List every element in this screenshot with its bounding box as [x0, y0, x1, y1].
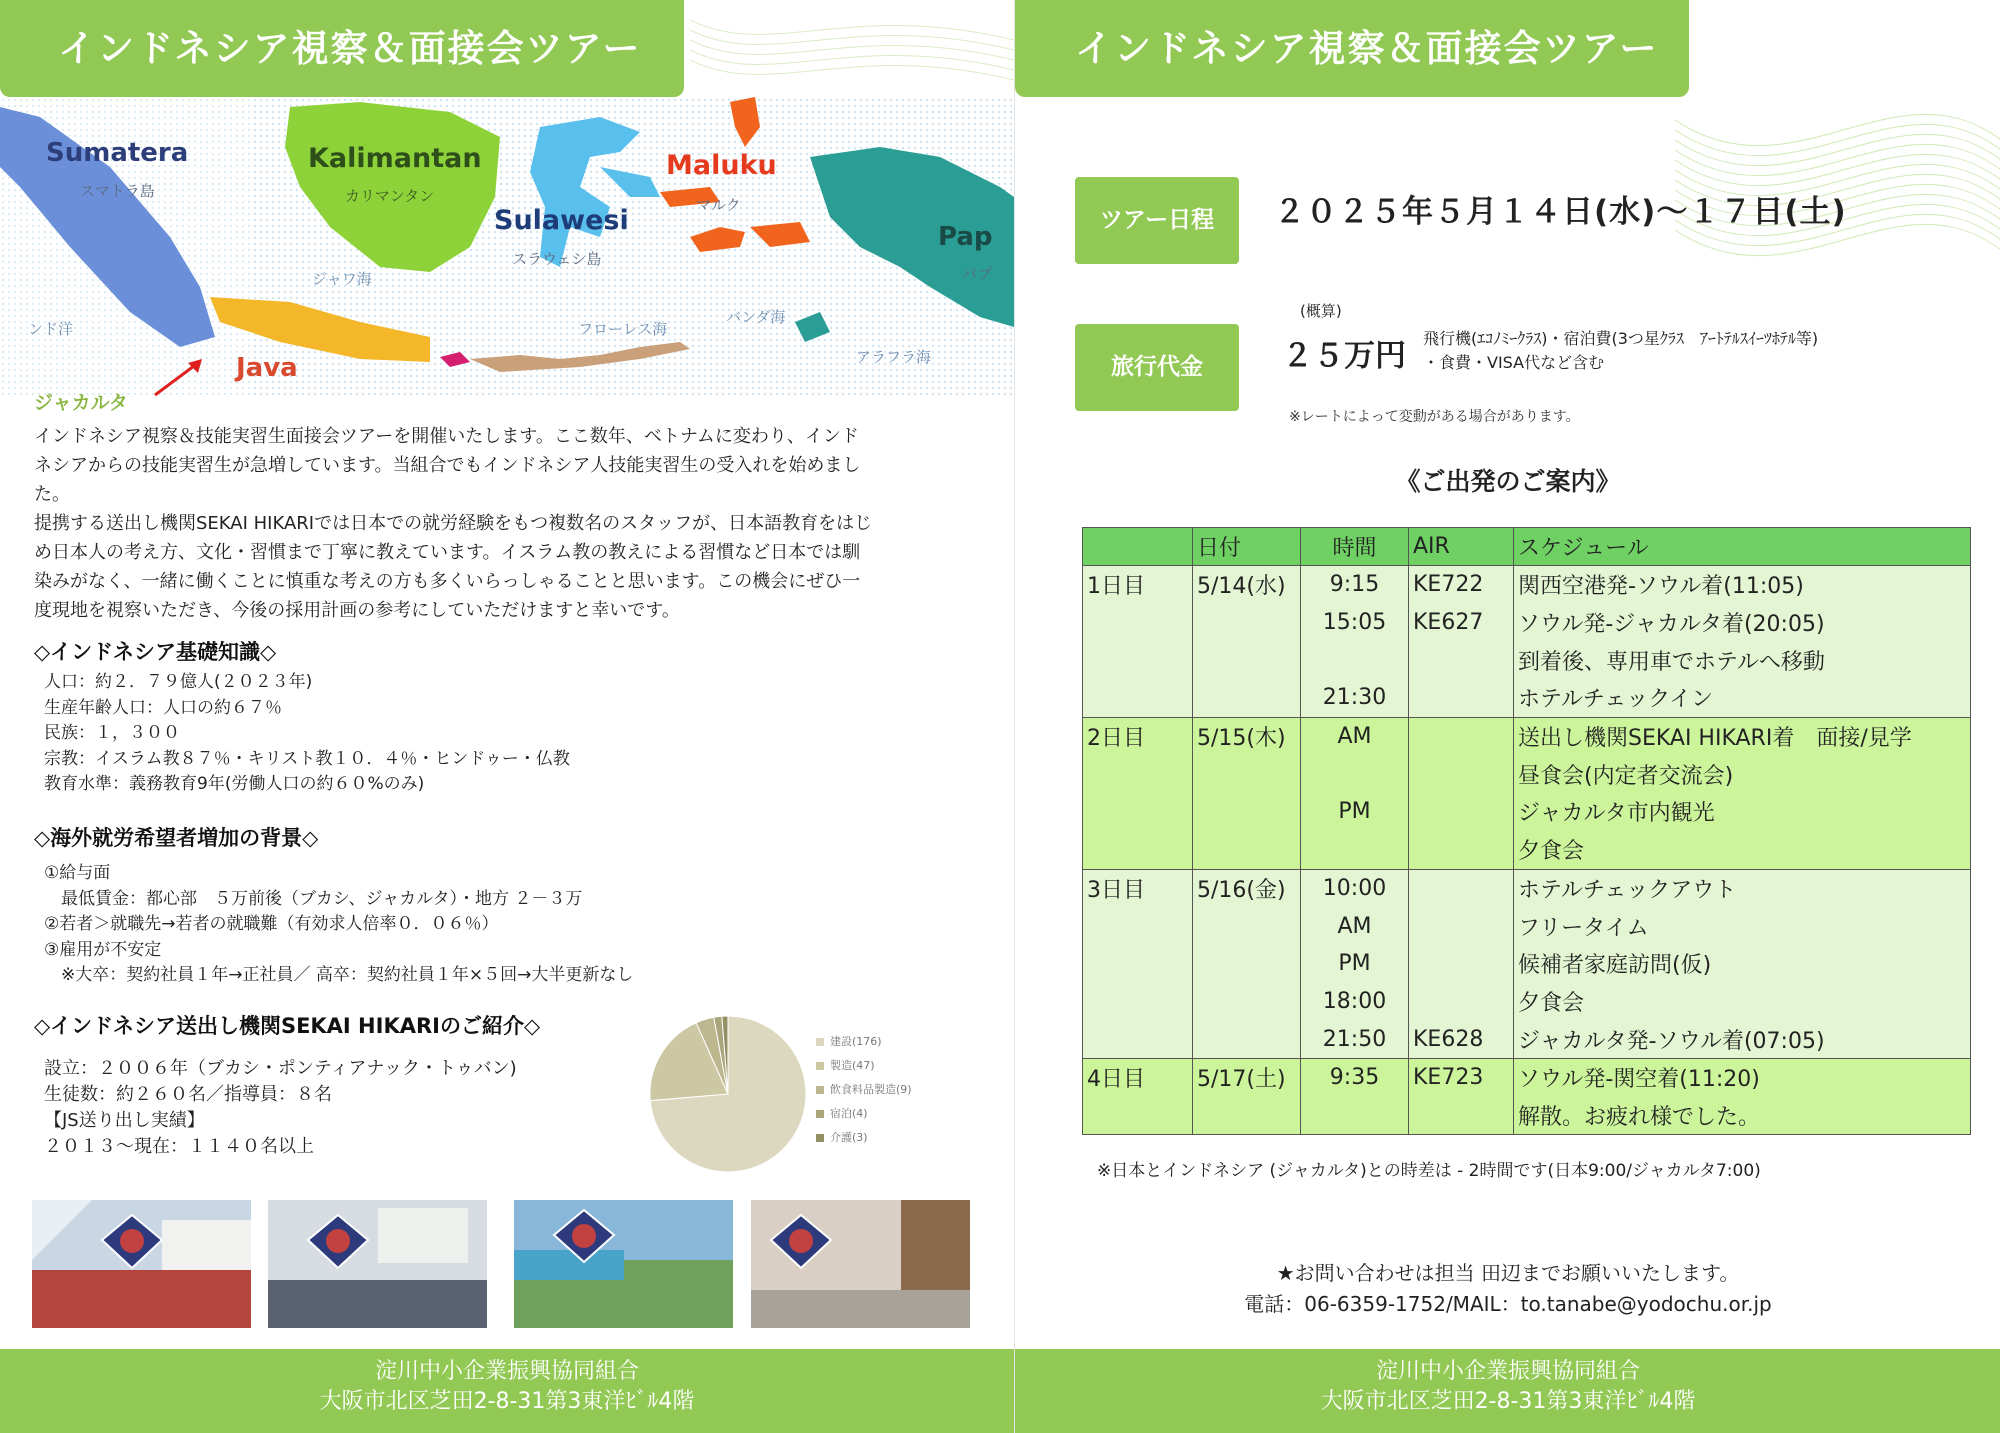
schedule-date	[1193, 907, 1301, 945]
schedule-air: KE627	[1409, 604, 1514, 642]
schedule-air	[1409, 907, 1514, 945]
basics-item: 民族：１，３００	[44, 723, 180, 743]
schedule-day	[1083, 793, 1193, 831]
schedule-item: ソウル発-ジャカルタ着(20:05)	[1514, 604, 1971, 642]
schedule-row	[1083, 907, 1971, 945]
rate-note: ※レートによって変動がある場合があります。	[1289, 409, 1580, 425]
basics-list	[44, 670, 570, 798]
contact-line: ★お問い合わせは担当 田辺までお願いいたします。	[1276, 1261, 1740, 1285]
schedule-air: KE722	[1409, 566, 1514, 604]
header-time: 時間	[1301, 528, 1409, 566]
page-title: インドネシア視察＆面接会ツアー	[0, 0, 684, 97]
schedule-row	[1083, 1097, 1971, 1135]
schedule-row	[1083, 869, 1971, 907]
schedule-air	[1409, 983, 1514, 1021]
cleaning-photo	[751, 1200, 970, 1328]
schedule-time	[1301, 755, 1409, 793]
schedule-date	[1193, 641, 1301, 679]
schedule-time: PM	[1301, 793, 1409, 831]
legend-swatch	[816, 1086, 824, 1094]
approx-label: (概算)	[1300, 302, 1342, 320]
schedule-time: 10:00	[1301, 869, 1409, 907]
agency-item: 生徒数：約２６０名／指導員：８名	[44, 1084, 332, 1105]
right-page	[1014, 0, 2000, 1433]
schedule-item: フリータイム	[1514, 907, 1971, 945]
outdoor-training-photo	[514, 1200, 733, 1328]
schedule-date	[1193, 983, 1301, 1021]
pie-legend	[816, 1030, 912, 1150]
footer-org-name: 淀川中小企業振興協同組合	[374, 1359, 639, 1384]
schedule-time: 15:05	[1301, 604, 1409, 642]
schedule-time	[1301, 831, 1409, 869]
schedule-air	[1409, 831, 1514, 869]
papua-sub: パプ	[962, 265, 993, 283]
intro-line: 度現地を視察いただき、今後の採用計画の参考にしていただけますと幸いです。	[34, 600, 680, 621]
schedule-day	[1083, 755, 1193, 793]
schedule-time: AM	[1301, 907, 1409, 945]
schedule-date: 5/16(金)	[1193, 869, 1301, 907]
cost-label: 旅行代金	[1075, 324, 1239, 411]
schedule-day	[1083, 983, 1193, 1021]
schedule-time: 18:00	[1301, 983, 1409, 1021]
java-label: Java	[236, 353, 298, 383]
legend-swatch	[816, 1038, 824, 1046]
agency-item: 【JS送り出し実績】	[44, 1110, 205, 1131]
schedule-day	[1083, 641, 1193, 679]
schedule-item: 解散。お疲れ様でした。	[1514, 1097, 1971, 1135]
schedule-air	[1409, 793, 1514, 831]
schedule-row	[1083, 1020, 1971, 1058]
schedule-day	[1083, 831, 1193, 869]
schedule-row	[1083, 679, 1971, 717]
intro-line: ネシアからの技能実習生が急増しています。当組合でもインドネシア人技能実習生の受入れを始めまし	[34, 455, 861, 476]
classroom-photo	[32, 1200, 251, 1328]
schedule-day: 3日目	[1083, 869, 1193, 907]
price-note-line: 飛行機(ｴｺﾉﾐｰｸﾗｽ)・宿泊費(3つ星ｸﾗｽ ｱｰﾄﾃﾙｽｲｰﾂﾎﾃﾙ等)	[1423, 329, 1819, 348]
legend-label: 建設(176)	[830, 1035, 882, 1048]
legend-entry	[816, 1030, 912, 1054]
schedule-row	[1083, 755, 1971, 793]
legend-swatch	[816, 1110, 824, 1118]
background-item: 最低賃金：都心部 ５万前後（ブカシ、ジャカルタ）・地方 ２－３万	[44, 888, 583, 909]
tour-date-label: ツアー日程	[1075, 177, 1239, 264]
sulawesi-label: Sulawesi	[494, 205, 629, 236]
papua-label: Pap	[938, 222, 993, 252]
footer-org-name: 淀川中小企業振興協同組合	[1375, 1359, 1640, 1384]
schedule-item: 到着後、専用車でホテルへ移動	[1514, 641, 1971, 679]
sumatera-sub: スマトラ島	[80, 182, 155, 200]
basics-heading: ◇インドネシア基礎知識◇	[34, 640, 277, 664]
intro-line: 染みがなく、一緒に働くことに慎重な考えの方も多くいらっしゃることと思います。この機会にぜひ一	[34, 571, 861, 592]
header-date: 日付	[1193, 528, 1301, 566]
schedule-date	[1193, 945, 1301, 983]
header-air: AIR	[1409, 528, 1514, 566]
schedule-air	[1409, 679, 1514, 717]
indian-ocean-label: ンド洋	[28, 320, 74, 338]
schedule-air	[1409, 641, 1514, 679]
schedule-item: 関西空港発-ソウル着(11:05)	[1514, 566, 1971, 604]
schedule-day	[1083, 907, 1193, 945]
contact-email-phone[interactable]: 電話：06-6359-1752/MAIL：to.tanabe@yodochu.or.jp	[1244, 1292, 1772, 1316]
tour-date: ２０２５年５月１４日(水)～１７日(土)	[1274, 194, 1847, 230]
schedule-day	[1083, 1020, 1193, 1058]
schedule-date: 5/15(木)	[1193, 717, 1301, 755]
schedule-date	[1193, 679, 1301, 717]
flores-sea-label: フローレス海	[578, 320, 668, 338]
schedule-day	[1083, 945, 1193, 983]
schedule-item: ジャカルタ市内観光	[1514, 793, 1971, 831]
legend-entry	[816, 1126, 912, 1150]
schedule-time: 9:35	[1301, 1058, 1409, 1096]
schedule-time: PM	[1301, 945, 1409, 983]
schedule-item: ホテルチェックアウト	[1514, 869, 1971, 907]
schedule-time: 9:15	[1301, 566, 1409, 604]
intro-line: 提携する送出し機関SEKAI HIKARIでは日本での就労経験をもつ複数名のスタッフが、日本語教育をはじ	[34, 513, 873, 534]
schedule-date	[1193, 1020, 1301, 1058]
schedule-day	[1083, 1097, 1193, 1135]
schedule-item: 昼食会(内定者交流会)	[1514, 755, 1971, 793]
jakarta-label: ジャカルタ	[34, 392, 128, 414]
schedule-row	[1083, 566, 1971, 604]
intro-line: インドネシア視察＆技能実習生面接会ツアーを開催いたします。ここ数年、ベトナムに変わり、インド	[34, 426, 859, 447]
legend-label: 製造(47)	[830, 1059, 875, 1072]
contact-info	[1015, 1258, 2000, 1320]
schedule-time: 21:30	[1301, 679, 1409, 717]
schedule-time: AM	[1301, 717, 1409, 755]
legend-swatch	[816, 1134, 824, 1142]
basics-item: 生産年齢人口：人口の約６７％	[44, 697, 282, 718]
schedule-air: KE723	[1409, 1058, 1514, 1096]
footer-address: 大阪市北区芝田2-8-31第3東洋ﾋﾞﾙ4階	[319, 1389, 695, 1414]
legend-label: 飲食料品製造(9)	[830, 1083, 912, 1096]
agency-item: ２０１３～現在：１１４０名以上	[44, 1136, 314, 1157]
background-heading: ◇海外就労希望者増加の背景◇	[34, 826, 319, 850]
schedule-date: 5/17(土)	[1193, 1058, 1301, 1096]
departure-title: 《ご出発のご案内》	[1395, 467, 1621, 496]
schedule-item: 送出し機関SEKAI HIKARI着 面接/見学	[1514, 717, 1971, 755]
schedule-header-row	[1083, 528, 1971, 566]
java-sea-label: ジャワ海	[312, 270, 372, 288]
schedule-table	[1082, 527, 1971, 1135]
price-note-line: ・食費・VISA代など含む	[1423, 353, 1605, 372]
schedule-item: ジャカルタ発-ソウル着(07:05)	[1514, 1020, 1971, 1058]
schedule-day: 2日目	[1083, 717, 1193, 755]
schedule-item: 候補者家庭訪問(仮)	[1514, 945, 1971, 983]
schedule-air: KE628	[1409, 1020, 1514, 1058]
schedule-row	[1083, 641, 1971, 679]
footer-address: 大阪市北区芝田2-8-31第3東洋ﾋﾞﾙ4階	[1320, 1389, 1696, 1414]
arafura-sea-label: アラフラ海	[856, 348, 932, 366]
schedule-day: 1日目	[1083, 566, 1193, 604]
header-day	[1083, 528, 1193, 566]
schedule-date: 5/14(水)	[1193, 566, 1301, 604]
intro-line: め日本人の考え方、文化・習慣まで丁寧に教えています。イスラム教の教えによる習慣など日本では馴	[34, 542, 861, 563]
schedule-date	[1193, 793, 1301, 831]
background-item: ①給与面	[44, 863, 111, 883]
schedule-time: 21:50	[1301, 1020, 1409, 1058]
background-item: ②若者＞就職先→若者の就職難（有効求人倍率０．０６％）	[44, 914, 499, 934]
schedule-date	[1193, 755, 1301, 793]
maluku-sub: マルク	[696, 196, 741, 214]
schedule-item: 夕食会	[1514, 831, 1971, 869]
kalimantan-label: Kalimantan	[308, 143, 482, 174]
schedule-air	[1409, 869, 1514, 907]
industry-pie-chart	[648, 1014, 808, 1174]
agency-heading: ◇インドネシア送出し機関SEKAI HIKARIのご紹介◇	[34, 1014, 541, 1038]
seminar-photo	[268, 1200, 487, 1328]
arrow-icon	[150, 355, 210, 400]
basics-item: 人口：約２．７９億人(２０２３年)	[44, 672, 313, 692]
background-item: ③雇用が不安定	[44, 939, 162, 960]
wave-decoration	[690, 0, 1014, 110]
background-list	[44, 861, 633, 989]
legend-swatch	[816, 1062, 824, 1070]
header-schedule: スケジュール	[1514, 528, 1971, 566]
schedule-item: 夕食会	[1514, 983, 1971, 1021]
basics-item: 宗教：イスラム教８７％・キリスト教１０．４％・ヒンドゥー・仏教	[44, 748, 570, 769]
schedule-item: ホテルチェックイン	[1514, 679, 1971, 717]
schedule-row	[1083, 1058, 1971, 1096]
legend-label: 宿泊(4)	[830, 1107, 868, 1120]
banda-sea-label: バンダ海	[726, 308, 786, 326]
maluku-label: Maluku	[666, 150, 777, 181]
schedule-day: 4日目	[1083, 1058, 1193, 1096]
schedule-air	[1409, 717, 1514, 755]
schedule-air	[1409, 1097, 1514, 1135]
schedule-row	[1083, 604, 1971, 642]
schedule-time	[1301, 641, 1409, 679]
agency-item: 設立：２００６年（ブカシ・ポンティアナック・トゥバン)	[44, 1058, 517, 1079]
time-difference-note: ※日本とインドネシア (ジャカルタ)との時差は - 2時間です(日本9:00/ジャカルタ7:00)	[1097, 1161, 1761, 1181]
agency-list	[44, 1056, 517, 1160]
schedule-row	[1083, 793, 1971, 831]
schedule-air	[1409, 755, 1514, 793]
sulawesi-sub: スラウェシ島	[512, 250, 602, 268]
schedule-date	[1193, 1097, 1301, 1135]
legend-entry	[816, 1078, 912, 1102]
schedule-row	[1083, 945, 1971, 983]
schedule-date	[1193, 604, 1301, 642]
schedule-row	[1083, 717, 1971, 755]
right-footer	[1015, 1349, 2000, 1433]
intro-line: た。	[34, 484, 70, 505]
left-footer	[0, 1349, 1014, 1433]
intro-paragraph	[34, 422, 984, 625]
legend-label: 介護(3)	[830, 1131, 868, 1144]
schedule-item: ソウル発-関空着(11:20)	[1514, 1058, 1971, 1096]
schedule-row	[1083, 983, 1971, 1021]
legend-entry	[816, 1102, 912, 1126]
page-title: インドネシア視察＆面接会ツアー	[1015, 0, 1689, 97]
kalimantan-sub: カリマンタン	[345, 187, 435, 205]
sumatera-label: Sumatera	[46, 138, 189, 168]
schedule-row	[1083, 831, 1971, 869]
background-item: ※大卒：契約社員１年→正社員／ 高卒：契約社員１年×５回→大半更新なし	[44, 965, 634, 985]
schedule-air	[1409, 945, 1514, 983]
price: ２５万円	[1282, 338, 1406, 374]
schedule-day	[1083, 604, 1193, 642]
price-note	[1423, 327, 1818, 375]
basics-item: 教育水準：義務教育9年(労働人口の約６０%のみ)	[44, 774, 425, 794]
legend-entry	[816, 1054, 912, 1078]
schedule-date	[1193, 831, 1301, 869]
schedule-day	[1083, 679, 1193, 717]
schedule-time	[1301, 1097, 1409, 1135]
